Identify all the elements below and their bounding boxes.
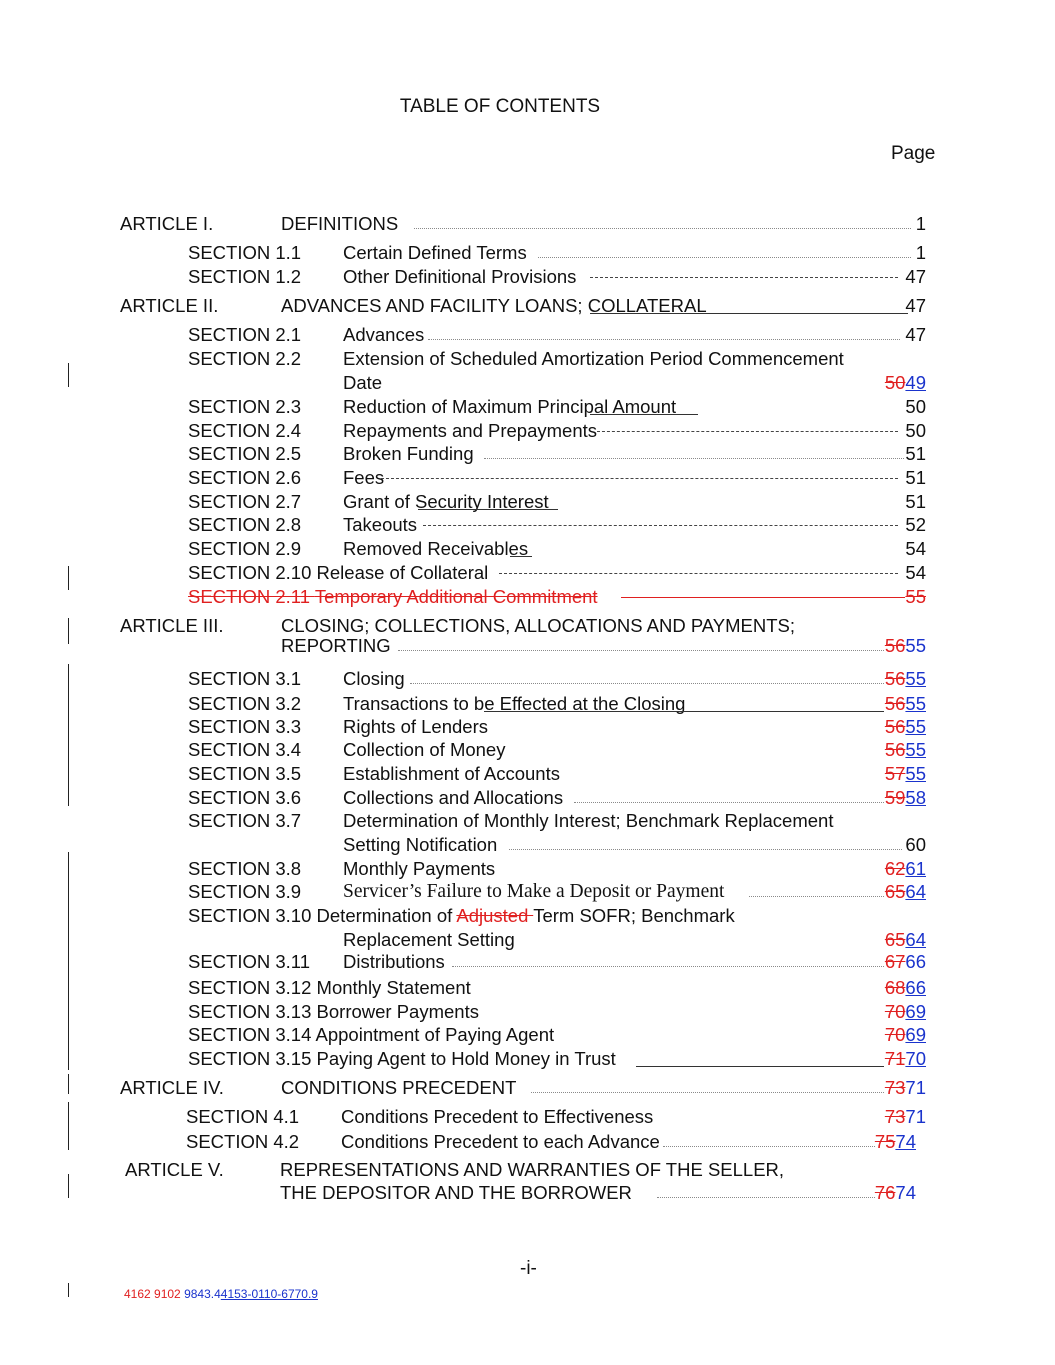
section-title: Certain Defined Terms	[343, 242, 527, 263]
toc-section-row[interactable]	[0, 420, 1055, 444]
page-new: 69	[905, 1024, 926, 1045]
section-label: SECTION 2.8	[188, 514, 302, 535]
toc-section-row[interactable]	[0, 951, 1055, 975]
section-title: Borrower Payments	[316, 1001, 479, 1022]
toc-article-row[interactable]	[0, 213, 1055, 237]
section-number: SECTION 3.14	[188, 1024, 312, 1045]
section-label: SECTION 4.2	[186, 1131, 300, 1152]
page-new: 49	[905, 372, 926, 393]
toc-section-row[interactable]	[0, 810, 1055, 834]
page-old: 75	[874, 1131, 896, 1152]
section-label	[188, 905, 735, 927]
section-title-line2: Date	[343, 372, 383, 393]
toc-title: TABLE OF CONTENTS	[399, 96, 601, 117]
page-new: 55	[905, 739, 926, 760]
toc-section-row[interactable]	[0, 1106, 1055, 1130]
section-label	[188, 1001, 479, 1023]
article-label: ARTICLE II.	[120, 295, 219, 316]
section-label: SECTION 2.7	[188, 491, 302, 512]
toc-section-row[interactable]	[0, 1131, 1055, 1155]
page-number	[885, 858, 926, 880]
toc-article-row[interactable]	[0, 295, 1055, 319]
toc-section-row[interactable]	[0, 348, 1055, 372]
section-number: SECTION 2.10	[188, 562, 312, 583]
section-title: Extension of Scheduled Amortization Period Commencement	[343, 348, 844, 369]
page-number	[885, 881, 926, 903]
page-number	[885, 1077, 926, 1099]
page-new: 58	[905, 787, 926, 808]
page-new: 71	[905, 1106, 926, 1127]
dot-leader	[531, 1092, 884, 1093]
toc-article-row-cont	[0, 635, 1055, 659]
page-number: 50	[905, 396, 926, 417]
page-number	[885, 951, 926, 973]
section-title-line2: Setting Notification	[343, 834, 498, 855]
section-label: SECTION 2.4	[188, 420, 302, 441]
toc-section-row[interactable]	[0, 977, 1055, 1001]
page-number: 47	[905, 324, 926, 345]
dash-leader	[381, 478, 898, 479]
page-new: 55	[905, 716, 926, 737]
page-new: 66	[905, 977, 926, 998]
page-old: 59	[884, 787, 906, 808]
page-number: 47	[905, 295, 926, 316]
section-title: Takeouts	[343, 514, 418, 535]
toc-section-row[interactable]	[0, 266, 1055, 290]
section-label: SECTION 3.1	[188, 668, 302, 689]
page-old: 56	[884, 716, 906, 737]
deleted-leader	[621, 597, 905, 598]
page-old: 56	[884, 693, 906, 714]
page-number	[885, 929, 926, 951]
page-new: 74	[895, 1131, 916, 1152]
section-number: SECTION 3.10	[188, 905, 312, 926]
page-number	[885, 372, 926, 394]
page-new: 69	[905, 1001, 926, 1022]
section-label	[188, 586, 598, 608]
section-title: Removed Receivables	[343, 538, 529, 559]
page-number: 51	[905, 491, 926, 512]
section-label: SECTION 2.6	[188, 467, 302, 488]
section-title: Fees	[343, 467, 385, 488]
toc-section-row[interactable]	[0, 787, 1055, 811]
section-label	[188, 977, 471, 999]
toc-section-row[interactable]	[0, 693, 1055, 717]
toc-section-row-deleted[interactable]	[0, 586, 1055, 610]
section-title: Conditions Precedent to Effectiveness	[341, 1106, 654, 1127]
toc-section-row[interactable]	[0, 242, 1055, 266]
page-old: 65	[884, 881, 906, 902]
section-label: SECTION 1.1	[188, 242, 302, 263]
dot-leader	[410, 683, 884, 684]
toc-section-row[interactable]	[0, 538, 1055, 562]
section-title: Advances	[343, 324, 425, 345]
page-number: 51	[905, 467, 926, 488]
section-title: Appointment of Paying Agent	[315, 1024, 555, 1045]
page-number: 60	[905, 834, 926, 855]
dot-leader	[749, 896, 884, 897]
page-number	[885, 1106, 926, 1128]
section-title: Distributions	[343, 951, 445, 972]
section-label: SECTION 3.9	[188, 881, 302, 902]
section-title: Transactions to be Effected at the Closing	[343, 693, 686, 714]
page-number: 52	[905, 514, 926, 535]
section-number: SECTION 3.15	[188, 1048, 312, 1069]
toc-section-row[interactable]	[0, 858, 1055, 882]
page-new: 74	[895, 1182, 916, 1203]
docid-new: 4153-0110-6770.9	[220, 1287, 318, 1301]
dot-leader	[428, 339, 900, 340]
dot-leader	[538, 257, 911, 258]
toc-section-row[interactable]	[0, 739, 1055, 763]
underline-leader	[590, 313, 908, 314]
toc-section-row[interactable]	[0, 668, 1055, 692]
toc-section-row[interactable]	[0, 467, 1055, 491]
page-new: 61	[905, 858, 926, 879]
section-title: Conditions Precedent to each Advance	[341, 1131, 660, 1152]
toc-section-row[interactable]	[0, 324, 1055, 348]
article-label: ARTICLE IV.	[120, 1077, 224, 1098]
page-old: 57	[884, 763, 906, 784]
section-label: SECTION 3.8	[188, 858, 302, 879]
underline-leader	[484, 711, 884, 712]
page-number	[885, 1001, 926, 1023]
toc-section-row[interactable]	[0, 716, 1055, 740]
page-number	[875, 1131, 916, 1153]
page-new: 71	[905, 1077, 926, 1098]
toc-section-row[interactable]	[0, 881, 1055, 905]
page-old: 56	[884, 635, 906, 656]
page-old: 73	[884, 1077, 906, 1098]
section-label: SECTION 3.3	[188, 716, 302, 737]
section-label: SECTION 2.3	[188, 396, 302, 417]
page-number: 50	[905, 420, 926, 441]
page-footer-number: -i-	[520, 1258, 537, 1279]
section-title: Broken Funding	[343, 443, 474, 464]
toc-section-row-cont	[0, 929, 1055, 953]
page-old: 65	[884, 929, 906, 950]
page-new: 70	[905, 1048, 926, 1069]
page-number	[885, 1024, 926, 1046]
section-number: SECTION 3.12	[188, 977, 312, 998]
page-old: 76	[874, 1182, 896, 1203]
section-title: Repayments and Prepayments	[343, 420, 597, 441]
section-label: SECTION 2.2	[188, 348, 302, 369]
section-title: Release of Collateral	[316, 562, 489, 583]
page-number: 47	[905, 266, 926, 287]
dot-leader	[574, 802, 884, 803]
section-label: SECTION 1.2	[188, 266, 302, 287]
page-number: 54	[905, 562, 926, 583]
page-old: 67	[884, 951, 906, 972]
page-number: 51	[905, 443, 926, 464]
section-label	[188, 562, 488, 584]
section-title: Determination of Monthly Interest; Benchmark Replacement	[343, 810, 834, 831]
page-new: 55	[905, 763, 926, 784]
section-title-line2: Replacement Setting	[343, 929, 515, 950]
page-old: 73	[884, 1106, 906, 1127]
section-label: SECTION 3.6	[188, 787, 302, 808]
page-old: 70	[884, 1024, 906, 1045]
section-title: Servicer’s Failure to Make a Deposit or Payment	[343, 881, 725, 902]
page-new: 55	[905, 693, 926, 714]
section-title: Other Definitional Provisions	[343, 266, 577, 287]
section-title: Closing	[343, 668, 405, 689]
page-number	[885, 739, 926, 761]
page-column-header: Page	[891, 143, 936, 164]
docid-old-b: 9843.4	[184, 1287, 221, 1301]
page-number: 54	[905, 538, 926, 559]
toc-section-row[interactable]	[0, 491, 1055, 515]
page-number	[885, 1048, 926, 1070]
section-number: SECTION 3.13	[188, 1001, 312, 1022]
section-title: Paying Agent to Hold Money in Trust	[316, 1048, 616, 1069]
page-new: 55	[905, 668, 926, 689]
dot-leader	[452, 966, 884, 967]
page-old: 70	[884, 1001, 906, 1022]
article-label: ARTICLE V.	[125, 1159, 224, 1180]
article-title-line2: THE DEPOSITOR AND THE BORROWER	[280, 1182, 632, 1203]
article-label: ARTICLE III.	[120, 615, 224, 636]
page-number	[885, 668, 926, 690]
section-title-rest: Term SOFR; Benchmark	[533, 905, 735, 926]
dot-leader	[414, 228, 911, 229]
docid-old-a: 4162 9102	[124, 1287, 181, 1301]
underline-leader	[510, 556, 532, 557]
dot-leader	[657, 1197, 875, 1198]
page-number	[885, 763, 926, 785]
deleted-text: Adjusted	[456, 905, 534, 926]
dash-leader	[499, 573, 898, 574]
page-old: 62	[884, 858, 906, 879]
toc-section-row[interactable]	[0, 1024, 1055, 1048]
section-label	[188, 1048, 616, 1070]
page-number: 55	[905, 586, 926, 607]
toc-article-row-cont	[0, 1182, 1055, 1206]
dot-leader	[484, 458, 904, 459]
page-old: 56	[884, 739, 906, 760]
page-number	[885, 635, 926, 657]
page-new: 64	[905, 929, 926, 950]
toc-section-row-cont	[0, 372, 1055, 396]
page-number	[875, 1182, 916, 1204]
page-new: 64	[905, 881, 926, 902]
underline-leader	[636, 1066, 884, 1067]
section-title: Monthly Statement	[316, 977, 471, 998]
dash-leader	[423, 525, 898, 526]
article-label: ARTICLE I.	[120, 213, 214, 234]
section-title: Temporary Additional Commitment	[314, 586, 598, 607]
underline-leader	[418, 509, 558, 510]
section-number: SECTION 2.11	[188, 586, 311, 607]
page-old: 68	[884, 977, 906, 998]
page-new: 66	[905, 951, 926, 972]
article-title: DEFINITIONS	[281, 213, 399, 234]
section-label	[188, 1024, 554, 1046]
section-label: SECTION 3.2	[188, 693, 302, 714]
dash-leader	[590, 277, 898, 278]
section-title: Grant of Security Interest	[343, 491, 549, 512]
dash-leader	[597, 431, 898, 432]
dot-leader	[398, 650, 884, 651]
underline-leader	[590, 414, 698, 415]
section-title: Collections and Allocations	[343, 787, 564, 808]
section-title: Collection of Money	[343, 739, 506, 760]
article-title: REPRESENTATIONS AND WARRANTIES OF THE SELLER,	[280, 1159, 785, 1180]
article-title-line2: REPORTING	[281, 635, 391, 656]
section-label: SECTION 3.11	[188, 951, 311, 972]
toc-article-row[interactable]	[0, 1159, 1055, 1183]
article-title: ADVANCES AND FACILITY LOANS; COLLATERAL	[281, 295, 707, 316]
change-bar	[68, 1283, 69, 1297]
section-title: Monthly Payments	[343, 858, 496, 879]
section-title: Establishment of Accounts	[343, 763, 560, 784]
page-number: 1	[915, 213, 926, 234]
section-title: Determination of	[316, 905, 457, 926]
toc-section-row[interactable]	[0, 763, 1055, 787]
toc-section-row-cont	[0, 834, 1055, 858]
page-number: 1	[915, 242, 926, 263]
dot-leader	[509, 849, 902, 850]
section-label: SECTION 2.1	[188, 324, 302, 345]
toc-section-row[interactable]	[0, 396, 1055, 420]
section-label: SECTION 3.4	[188, 739, 302, 760]
section-label: SECTION 4.1	[186, 1106, 300, 1127]
toc-section-row[interactable]	[0, 905, 1055, 929]
page-number	[885, 977, 926, 999]
section-title: Rights of Lenders	[343, 716, 489, 737]
document-id	[124, 1287, 318, 1301]
page-old: 71	[884, 1048, 906, 1069]
article-title: CLOSING; COLLECTIONS, ALLOCATIONS AND PAYMENTS;	[281, 615, 796, 636]
page-old: 56	[884, 668, 906, 689]
article-title: CONDITIONS PRECEDENT	[281, 1077, 517, 1098]
page-number	[885, 693, 926, 715]
toc-article-row[interactable]	[0, 1077, 1055, 1101]
toc-section-row[interactable]	[0, 1048, 1055, 1072]
section-title: Reduction of Maximum Principal Amount	[343, 396, 677, 417]
toc-section-row[interactable]	[0, 1001, 1055, 1025]
page-old: 50	[884, 372, 906, 393]
section-label: SECTION 2.9	[188, 538, 302, 559]
page-number	[885, 716, 926, 738]
page-number	[885, 787, 926, 809]
section-label: SECTION 3.7	[188, 810, 302, 831]
toc-section-row[interactable]	[0, 562, 1055, 586]
dot-leader	[663, 1146, 875, 1147]
toc-section-row[interactable]	[0, 514, 1055, 538]
page-new: 55	[905, 635, 926, 656]
section-label: SECTION 2.5	[188, 443, 302, 464]
section-label: SECTION 3.5	[188, 763, 302, 784]
toc-section-row[interactable]	[0, 443, 1055, 467]
